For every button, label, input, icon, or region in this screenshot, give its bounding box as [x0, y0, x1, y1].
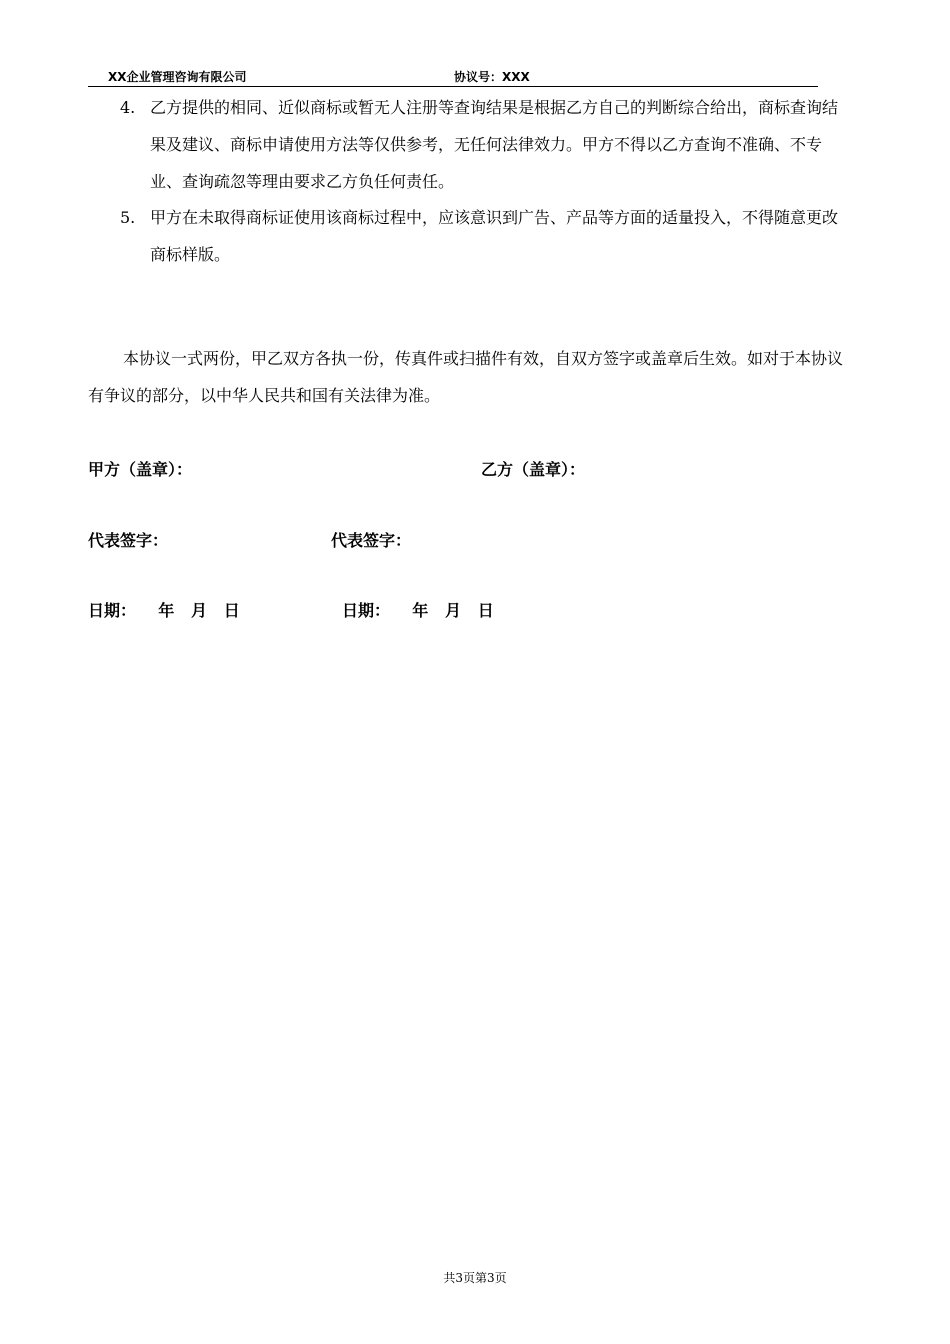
party-b-seal-label: 乙方（盖章）：	[481, 460, 586, 479]
clause-text: 甲方在未取得商标证使用该商标过程中，应该意识到广告、产品等方面的适量投入，不得随意更改商标样版。	[150, 208, 839, 264]
clause-item	[120, 199, 850, 273]
header-company-name: XX企业管理咨询有限公司	[108, 70, 247, 84]
page-header	[88, 66, 818, 87]
clause-number: 4.	[120, 98, 136, 117]
party-a-representative-signature-label: 代表签字：	[88, 531, 169, 550]
page-footer: 共3页第3页	[443, 1271, 507, 1285]
closing-paragraph: 本协议一式两份，甲乙双方各执一份，传真件或扫描件有效，自双方签字或盖章后生效。如对于本协议有争议的部分，以中华人民共和国有关法律为准。	[88, 349, 844, 405]
header-agreement-number: 协议号：XXX	[454, 70, 530, 84]
party-b-representative-signature-label: 代表签字：	[331, 531, 412, 550]
clause-number: 5.	[120, 208, 136, 227]
clause-item	[120, 89, 850, 200]
party-b-date-label: 日期： 年 月 日	[342, 601, 494, 620]
party-a-seal-label: 甲方（盖章）：	[88, 460, 193, 479]
party-a-date-label: 日期： 年 月 日	[88, 601, 240, 620]
clause-text: 乙方提供的相同、近似商标或暂无人注册等查询结果是根据乙方自己的判断综合给出，商标查询结果及建议、商标申请使用方法等仅供参考，无任何法律效力。甲方不得以乙方查询不准确、不专业、查询疏忽等理由要求乙方负任何责任。	[150, 98, 839, 191]
